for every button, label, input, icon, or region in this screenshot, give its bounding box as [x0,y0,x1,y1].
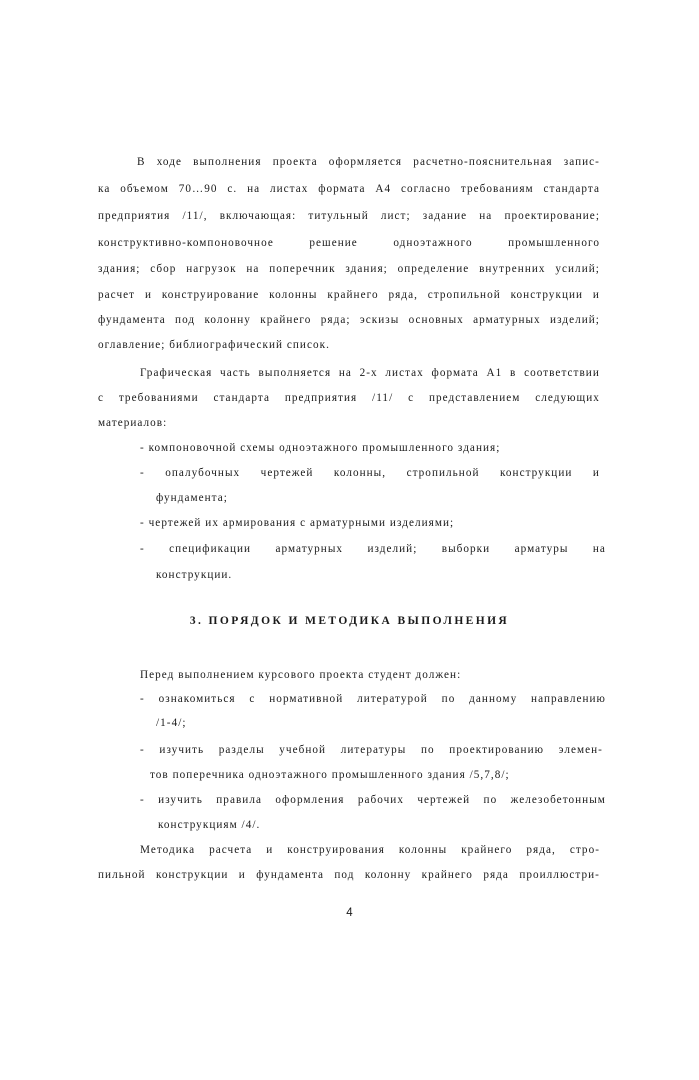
text-line [98,182,600,196]
word: - [140,744,145,756]
word: эскизы [359,314,400,326]
word: следующих [535,392,600,404]
word: проиллюстри- [519,869,600,881]
word: конструкции [510,289,584,301]
word: согласно [401,183,452,195]
word: /11/ [372,392,394,404]
list-item-continuation: фундамента; [156,492,228,504]
word: ряда; [320,314,351,326]
text-line [140,366,600,380]
word: на [247,183,261,195]
word: предприятия [284,392,358,404]
word: ряда, [526,844,556,856]
word: по [420,744,435,756]
word: изделий; [367,543,418,555]
word: Графическая [140,367,213,379]
word: с [408,392,415,404]
word: и [266,844,274,856]
word: колонны [269,289,318,301]
word: и [144,289,152,301]
word: усилий; [555,263,600,275]
word: колонны [398,844,448,856]
word: литературы [340,744,407,756]
word: колонну [204,314,251,326]
word: представлением [428,392,521,404]
word: литературой [357,693,428,705]
word: ряда [483,869,509,881]
word: и [592,289,600,301]
word: нормативной [269,693,344,705]
word: на [246,263,260,275]
word: формата [431,367,479,379]
word: выборки [441,543,491,555]
word: - [140,467,145,479]
word: чертежей [417,794,471,806]
word: фундамента [256,869,324,881]
list-item [140,542,606,556]
word: стандарта [543,183,600,195]
word: под [334,869,355,881]
word: соответствии [524,367,600,379]
word: титульный [308,210,369,222]
word: одноэтажного [393,237,473,249]
word: задание [422,210,468,222]
word: расчета [209,844,253,856]
word: стандарта [213,392,270,404]
word: 2-х [359,367,378,379]
word: конструктивно-компоновочное [98,237,274,249]
word: - [140,794,145,806]
word: расчет [98,289,136,301]
word: проектирование; [504,210,600,222]
word: в [510,367,517,379]
word: объемом [120,183,169,195]
word: листах [385,367,424,379]
text-line [140,843,600,857]
list-item: - чертежей их армирования с арматурными изделиями; [140,517,455,529]
word: под [175,314,196,326]
word: расчетно-пояснительная [413,156,553,168]
word: железобетонным [510,794,606,806]
word: фундамента [98,314,166,326]
word: чертежей [260,467,314,479]
word: с [98,392,105,404]
word: сбор [150,263,177,275]
word: 70…90 [178,183,218,195]
word: - [140,693,145,705]
word: крайнего [260,314,312,326]
word: спецификации [169,543,252,555]
list-item [140,466,600,480]
list-item-continuation: тов поперечника одноэтажного промышленного здания /5,7,8/; [150,769,510,781]
text-line: материалов: [98,417,168,429]
word: стро- [569,844,600,856]
word: конструкции [499,467,573,479]
word: учебной [279,744,327,756]
word: стропильной [427,289,501,301]
word: с [249,693,256,705]
word: пильной [98,869,146,881]
word: с. [227,183,238,195]
word: арматурных [473,314,541,326]
word: на [592,543,606,555]
word: оформляется [328,156,403,168]
word: изучить [158,794,203,806]
word: и [238,869,246,881]
word: крайнего [461,844,513,856]
word: стропильной [406,467,480,479]
word: часть [220,367,251,379]
text-line [98,313,600,327]
text-line [98,262,600,276]
word: крайнего [327,289,379,301]
word: конструирования [287,844,385,856]
word: внутренних [479,263,546,275]
word: определение [397,263,470,275]
word: ходе [156,156,182,168]
word: колонны, [333,467,387,479]
word: ка [98,183,111,195]
word: предприятия [98,210,171,222]
text-line [98,868,600,882]
word: запис- [563,156,600,168]
text-line [98,209,600,223]
list-item [140,793,606,807]
list-item-continuation: /1-4/; [156,717,187,729]
word: по [441,693,456,705]
word: арматурных [275,543,344,555]
word: арматуры [514,543,569,555]
word: данному [469,693,518,705]
word: выполняется [258,367,332,379]
word: /11/, [182,210,208,222]
word: - [140,543,145,555]
word: направлению [531,693,606,705]
paragraph-intro: Перед выполнением курсового проекта студент должен: [140,669,462,681]
word: основных [408,314,464,326]
word: крайнего [421,869,473,881]
word: лист; [380,210,411,222]
list-item: - компоновочной схемы одноэтажного промышленного здания; [140,442,501,454]
word: ознакомиться [158,693,236,705]
word: выполнения [193,156,262,168]
text-line: оглавление; библиографический список. [98,339,330,351]
word: требованиям [460,183,534,195]
page-number: 4 [346,907,353,919]
section-heading: 3. ПОРЯДОК И МЕТОДИКА ВЫПОЛНЕНИЯ [189,615,510,627]
list-item [140,692,606,706]
word: нагрузок [186,263,237,275]
word: поперечник [269,263,336,275]
word: рабочих [357,794,404,806]
word: здания; [345,263,388,275]
word: А4 [375,183,392,195]
text-line [98,288,600,302]
word: включающая: [219,210,297,222]
word: на [479,210,493,222]
word: В [137,156,146,168]
word: формата [318,183,366,195]
text-line [98,236,600,250]
word: и [592,467,600,479]
word: конструирование [161,289,260,301]
word: промышленного [508,237,600,249]
word: проекта [272,156,318,168]
word: конструкции [155,869,229,881]
word: на [338,367,352,379]
text-line [137,155,600,169]
list-item [140,743,603,757]
word: Методика [140,844,196,856]
word: колонну [364,869,412,881]
word: решение [309,237,358,249]
word: правила [216,794,262,806]
word: по [483,794,498,806]
list-item-continuation: конструкции. [156,569,233,581]
list-item-continuation: конструкциям /4/. [158,819,261,831]
word: проектированию [449,744,545,756]
word: ряда, [388,289,418,301]
word: здания; [98,263,141,275]
text-line [98,391,600,405]
word: оформления [275,794,345,806]
word: листах [269,183,309,195]
word: элемен- [558,744,603,756]
word: А1 [486,367,503,379]
word: изучить [159,744,205,756]
word: опалубочных [165,467,241,479]
word: разделы [218,744,265,756]
word: требованиями [118,392,199,404]
word: изделий; [550,314,600,326]
